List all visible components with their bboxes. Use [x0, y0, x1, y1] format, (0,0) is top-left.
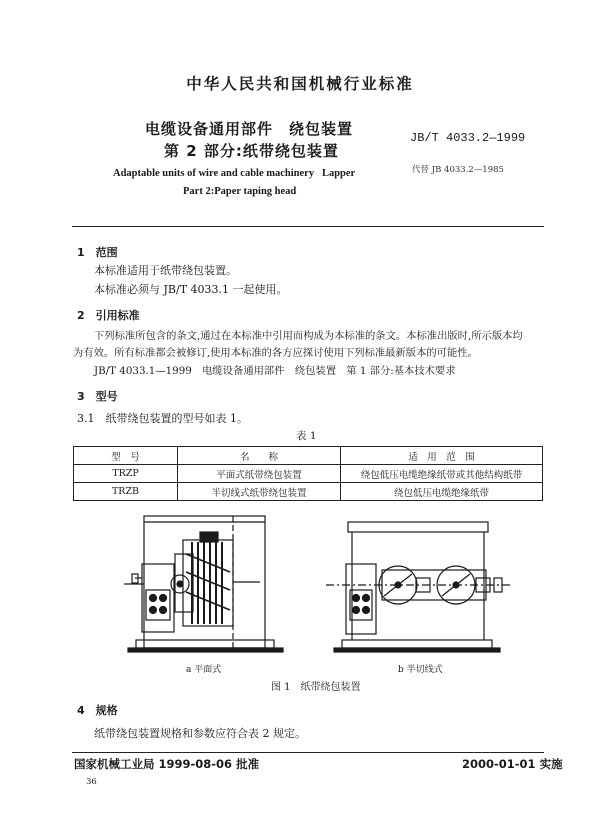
flat-type-lapper-illustration	[124, 516, 283, 652]
table-cell-model: TRZP	[74, 465, 178, 483]
standard-title-english-line2: Part 2:Paper taping head	[183, 186, 297, 197]
replaces-standard: 代替 JB 4033.2—1985	[412, 165, 504, 175]
table-cell-name: 平面式纸带绕包装置	[178, 465, 341, 483]
table-header-name: 名 称	[178, 447, 341, 465]
header-divider	[72, 226, 544, 227]
section-2-paragraph-line2: 为有效。所有标准都会被修订,使用本标准的各方应探讨使用下列标准最新版本的可能性。	[73, 347, 478, 359]
semi-tangential-lapper-illustration	[326, 522, 510, 652]
standard-title-line1: 电缆设备通用部件 绕包装置	[145, 120, 354, 138]
footer-divider	[72, 752, 544, 753]
section-1-paragraph-1: 本标准适用于纸带绕包装置。	[94, 264, 237, 277]
table-header-row	[74, 447, 543, 465]
table-row	[74, 465, 543, 483]
table-cell-scope: 绕包低压电缆绝缘纸带	[341, 483, 543, 501]
issuing-organization: 中华人民共和国机械行业标准	[186, 75, 414, 93]
figure-label-b: b 半切线式	[398, 665, 443, 675]
section-1-paragraph-2: 本标准必须与 JB/T 4033.1 一起使用。	[94, 283, 288, 296]
figure-1-caption: 图 1 纸带绕包装置	[271, 682, 361, 693]
model-table	[73, 446, 543, 501]
referenced-standard: JB/T 4033.1—1999 电缆设备通用部件 绕包装置 第 1 部分:基本技术要求	[94, 365, 456, 377]
table-1-caption: 表 1	[296, 430, 317, 442]
figure-label-a: a 平面式	[186, 665, 222, 675]
table-header-model: 型 号	[74, 447, 178, 465]
section-2-paragraph-line1: 下列标准所包含的条文,通过在本标准中引用而构成为本标准的条文。本标准出版时,所示版本均	[94, 330, 523, 342]
section-1-heading: 1 范围	[77, 246, 118, 259]
standard-title-english-line1: Adaptable units of wire and cable machinery Lapper	[113, 168, 356, 179]
section-2-heading: 2 引用标准	[77, 309, 140, 322]
approval-info: 国家机械工业局 1999-08-06 批准	[74, 757, 260, 771]
section-4-paragraph: 纸带绕包装置规格和参数应符合表 2 规定。	[94, 727, 306, 740]
effective-date: 2000-01-01 实施	[462, 757, 563, 771]
table-header-scope: 适 用 范 围	[341, 447, 543, 465]
standard-title-line2: 第 2 部分:纸带绕包装置	[164, 142, 339, 160]
table-cell-scope: 绕包低压电缆绝缘纸带或其他结构纸带	[341, 465, 543, 483]
standard-number: JB/T 4033.2—1999	[410, 131, 526, 145]
section-3-1-text: 3.1 纸带绕包装置的型号如表 1。	[77, 412, 248, 425]
page-number: 36	[86, 777, 97, 787]
figure-1-drawing	[120, 512, 520, 657]
section-3-heading: 3 型号	[77, 390, 118, 403]
table-cell-name: 半切线式纸带绕包装置	[178, 483, 341, 501]
table-cell-model: TRZB	[74, 483, 178, 501]
section-4-heading: 4 规格	[77, 704, 118, 717]
table-row	[74, 483, 543, 501]
